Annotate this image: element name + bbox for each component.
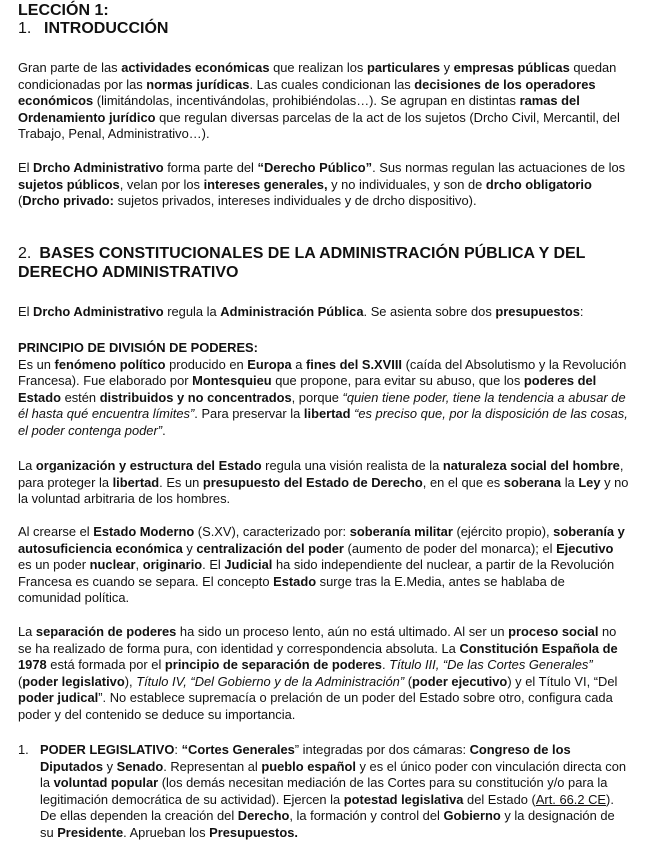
- text-run: Al crearse el: [18, 524, 94, 539]
- text-run: :: [174, 742, 182, 757]
- text-run: (ejército propio),: [452, 524, 554, 539]
- text-run: (caída del Absolutismo y la Revolución Francesa). Fue elaborado por: [18, 356, 627, 389]
- text-run: ,: [135, 557, 143, 573]
- text-run: (: [18, 673, 23, 689]
- bold-text: potestad legislativa: [343, 791, 464, 807]
- bold-text: poder judical: [18, 690, 99, 706]
- text-run: no se ha realizado de forma pura, con identidad y correspondencia absoluta. La: [18, 624, 617, 656]
- bold-text: Drcho Administrativo: [33, 160, 164, 175]
- bold-text: organización y estructura del Estado: [35, 458, 262, 473]
- bold-text: “Cortes Generales: [181, 742, 295, 757]
- text-run: , para proteger la: [18, 458, 624, 490]
- bold-text: particulares: [366, 60, 441, 75]
- text-run: estén: [60, 389, 100, 405]
- text-run: , porque: [291, 389, 343, 405]
- text-run: quedan condicionadas por las: [18, 60, 617, 92]
- bold-text: libertad: [303, 406, 351, 422]
- bold-text: Estado Moderno: [93, 524, 195, 539]
- text-run: . El: [202, 557, 225, 573]
- text-run: forma parte del: [163, 160, 258, 175]
- modern-state-paragraph: [18, 524, 630, 607]
- section-1-heading: [18, 20, 168, 38]
- bold-text: Administración Pública: [220, 304, 364, 319]
- text-run: (S.XV), caracterizado por:: [194, 524, 350, 539]
- text-run: El: [18, 160, 34, 175]
- text-run: es un poder: [18, 557, 90, 573]
- intro-paragraph-2: [18, 160, 630, 210]
- bold-text: PODER LEGISLATIVO: [40, 742, 175, 757]
- bold-text: soberanía militar: [349, 524, 453, 539]
- text-run: . Las cuales condicionan las: [249, 76, 415, 92]
- bold-text: Europa: [247, 356, 292, 372]
- bold-text: presupuesto del Estado de Derecho: [202, 474, 423, 490]
- text-run: , velan por los: [119, 176, 204, 192]
- text-run: sujetos privados, intereses individuales y de drcho dispositivo).: [113, 193, 477, 209]
- text-run: . Es un: [159, 474, 203, 490]
- bold-text: fenómeno político: [54, 356, 166, 372]
- text-run: ). De ellas dependen la creación del: [40, 791, 614, 824]
- bold-text: drcho obligatorio: [485, 176, 592, 192]
- bold-text: Judicial: [224, 557, 273, 573]
- text-run: ),: [124, 673, 137, 689]
- text-run: la: [561, 474, 579, 490]
- text-run: , en el que es: [422, 474, 504, 490]
- separation-paragraph: [18, 624, 630, 724]
- bold-text: principio de separación de poderes: [164, 657, 382, 673]
- text-run: que propone, para evitar su abuso, que los: [271, 373, 524, 389]
- bold-text: centralización del poder: [196, 540, 344, 556]
- text-run: . Se asienta sobre dos: [363, 304, 496, 319]
- text-run: ) y el Título VI, “Del: [507, 673, 618, 689]
- text-run: y es el único poder con vinculación directa con la: [40, 758, 627, 791]
- division-subtitle: PRINCIPIO DE DIVISIÓN DE PODERES:: [18, 340, 258, 355]
- text-run: está formada por el: [46, 657, 165, 673]
- text-run: regula una visión realista de la: [261, 458, 443, 473]
- bold-text: poderes del Estado: [18, 373, 597, 405]
- text-run: y: [182, 540, 197, 556]
- text-run: (limitándolas, incentivándolas, prohibiéndolas…). Se agrupan en distintas: [93, 93, 520, 109]
- division-block: [18, 340, 630, 440]
- bold-text: voluntad popular: [53, 775, 159, 791]
- text-run: surge tras la E.Media, antes se hablaba de comunidad política.: [18, 573, 565, 606]
- bold-text: Senado: [116, 758, 164, 774]
- bold-text: intereses generales,: [203, 176, 328, 192]
- text-run: . Para preservar la: [194, 406, 304, 422]
- bold-text: Congreso de los Diputados: [40, 742, 571, 774]
- bold-text: Constitución Española de 1978: [18, 640, 618, 673]
- bold-text: normas jurídicas: [146, 76, 250, 92]
- organization-paragraph: [18, 458, 630, 508]
- section-1-number: 1.: [18, 20, 32, 37]
- text-run: ha sido independiente del nuclear, a partir de la Revolución Francesa es cuando se separa. El concepto: [18, 557, 615, 589]
- text-run: regula la: [163, 304, 221, 319]
- text-run: .: [381, 657, 390, 673]
- bold-text: Estado: [273, 573, 317, 589]
- underlined-reference: Art. 66.2 CE: [535, 791, 607, 807]
- text-run: (: [404, 673, 413, 689]
- italic-text: “es preciso que, por la disposición de las cosas, el poder contenga poder”: [18, 406, 628, 438]
- bold-text: Presidente: [57, 824, 124, 840]
- bold-text: poder ejecutivo: [412, 673, 508, 689]
- text-run: y la designación de su: [40, 808, 615, 840]
- text-run: ” integradas por dos cámaras:: [294, 742, 470, 757]
- bold-text: Drcho Administrativo: [33, 304, 164, 319]
- bases-paragraph-1: [18, 304, 630, 321]
- section-1-title: INTRODUCCIÓN: [44, 20, 169, 37]
- section-2-title: BASES CONSTITUCIONALES DE LA ADMINISTRACIÓN PÚBLICA Y DEL DERECHO ADMINISTRATIVO: [18, 245, 586, 281]
- text-run: Gran parte de las: [18, 60, 122, 75]
- list-item-legislative: [18, 742, 630, 842]
- list-item-text: [40, 742, 630, 842]
- text-run: del Estado (: [463, 791, 536, 807]
- text-run: que regulan diversas parcelas de la act de los sujetos (Drcho Civil, Mercantil, del Trabajo, Penal, Administrativo…).: [18, 109, 620, 142]
- bold-text: presupuestos: [495, 304, 580, 319]
- division-paragraph: [18, 357, 628, 438]
- bold-text: soberana: [503, 474, 562, 490]
- text-run: que realizan los: [269, 60, 367, 75]
- bold-text: pueblo español: [261, 758, 356, 774]
- bold-text: poder legislativo: [22, 673, 125, 689]
- list-marker: 1.: [18, 742, 29, 757]
- bold-text: ramas del Ordenamiento jurídico: [18, 93, 580, 125]
- text-run: .: [162, 422, 166, 438]
- bold-text: Ejecutivo: [556, 540, 614, 556]
- text-run: La: [18, 458, 36, 473]
- bold-text: Ley: [578, 474, 601, 490]
- text-run: :: [579, 304, 584, 319]
- text-run: . Aprueban los: [123, 824, 210, 840]
- bold-text: nuclear: [89, 557, 136, 573]
- text-run: (aumento de poder del monarca); el: [343, 540, 557, 556]
- italic-text: Título IV, “Del Gobierno y de la Administración”: [136, 673, 405, 689]
- text-run: El: [18, 304, 34, 319]
- bold-text: Drcho privado:: [22, 193, 114, 209]
- text-run: y no individuales, y son de: [327, 176, 486, 192]
- bold-text: separación de poderes: [35, 624, 177, 639]
- text-run: (los demás necesitan mediación de las Cortes para su constitución y/o para la legitimación democrática de su actividad). Ejercen la: [40, 775, 608, 807]
- text-run: ”. No establece supremacía o prelación de un poder del Estado sobre otro, configura cada poder y del contenido se deduce su importancia.: [18, 690, 613, 722]
- bold-text: actividades económicas: [121, 60, 270, 75]
- italic-text: Título III, “De las Cortes Generales”: [389, 657, 593, 673]
- bold-text: Derecho: [237, 808, 290, 824]
- italic-text: “quien tiene poder, tiene la tendencia a abusar de él hasta qué encuentra límites”: [18, 389, 626, 422]
- bold-text: Presupuestos.: [209, 824, 298, 840]
- section-2-number: 2.: [18, 245, 32, 262]
- text-run: , la formación y control del: [289, 808, 444, 824]
- bold-text: soberanía y autosuficiencia económica: [18, 524, 625, 556]
- text-run: . Sus normas regulan las actuaciones de los: [372, 160, 626, 175]
- text-run: a: [291, 356, 306, 372]
- bold-text: proceso social: [508, 624, 599, 639]
- bold-text: naturaleza social del hombre: [442, 458, 620, 473]
- bold-text: libertad: [112, 474, 160, 490]
- text-run: y no la voluntad arbitraria de los hombres.: [18, 474, 629, 507]
- text-run: y: [440, 60, 454, 75]
- bold-text: decisiones de los operadores económicos: [18, 76, 596, 109]
- bold-text: Montesquieu: [192, 373, 272, 389]
- bold-text: distribuidos y no concentrados: [99, 389, 292, 405]
- lesson-title: LECCIÓN 1:: [18, 2, 109, 19]
- bold-text: originario: [142, 557, 203, 573]
- text-run: producido en: [165, 356, 248, 372]
- bold-text: “Derecho Público”: [257, 160, 373, 175]
- section-2-heading: [18, 244, 630, 282]
- bold-text: empresas públicas: [453, 60, 570, 75]
- bold-text: fines del S.XVIII: [306, 356, 402, 372]
- text-run: La: [18, 624, 36, 639]
- text-run: . Representan al: [163, 758, 262, 774]
- text-run: y: [103, 758, 117, 774]
- text-run: Es un: [18, 356, 55, 372]
- bold-text: Gobierno: [443, 808, 501, 824]
- bold-text: sujetos públicos: [18, 176, 120, 192]
- text-run: (: [18, 193, 23, 209]
- text-run: ha sido un proceso lento, aún no está ultimado. Al ser un: [176, 624, 509, 639]
- intro-paragraph-1: [18, 60, 630, 143]
